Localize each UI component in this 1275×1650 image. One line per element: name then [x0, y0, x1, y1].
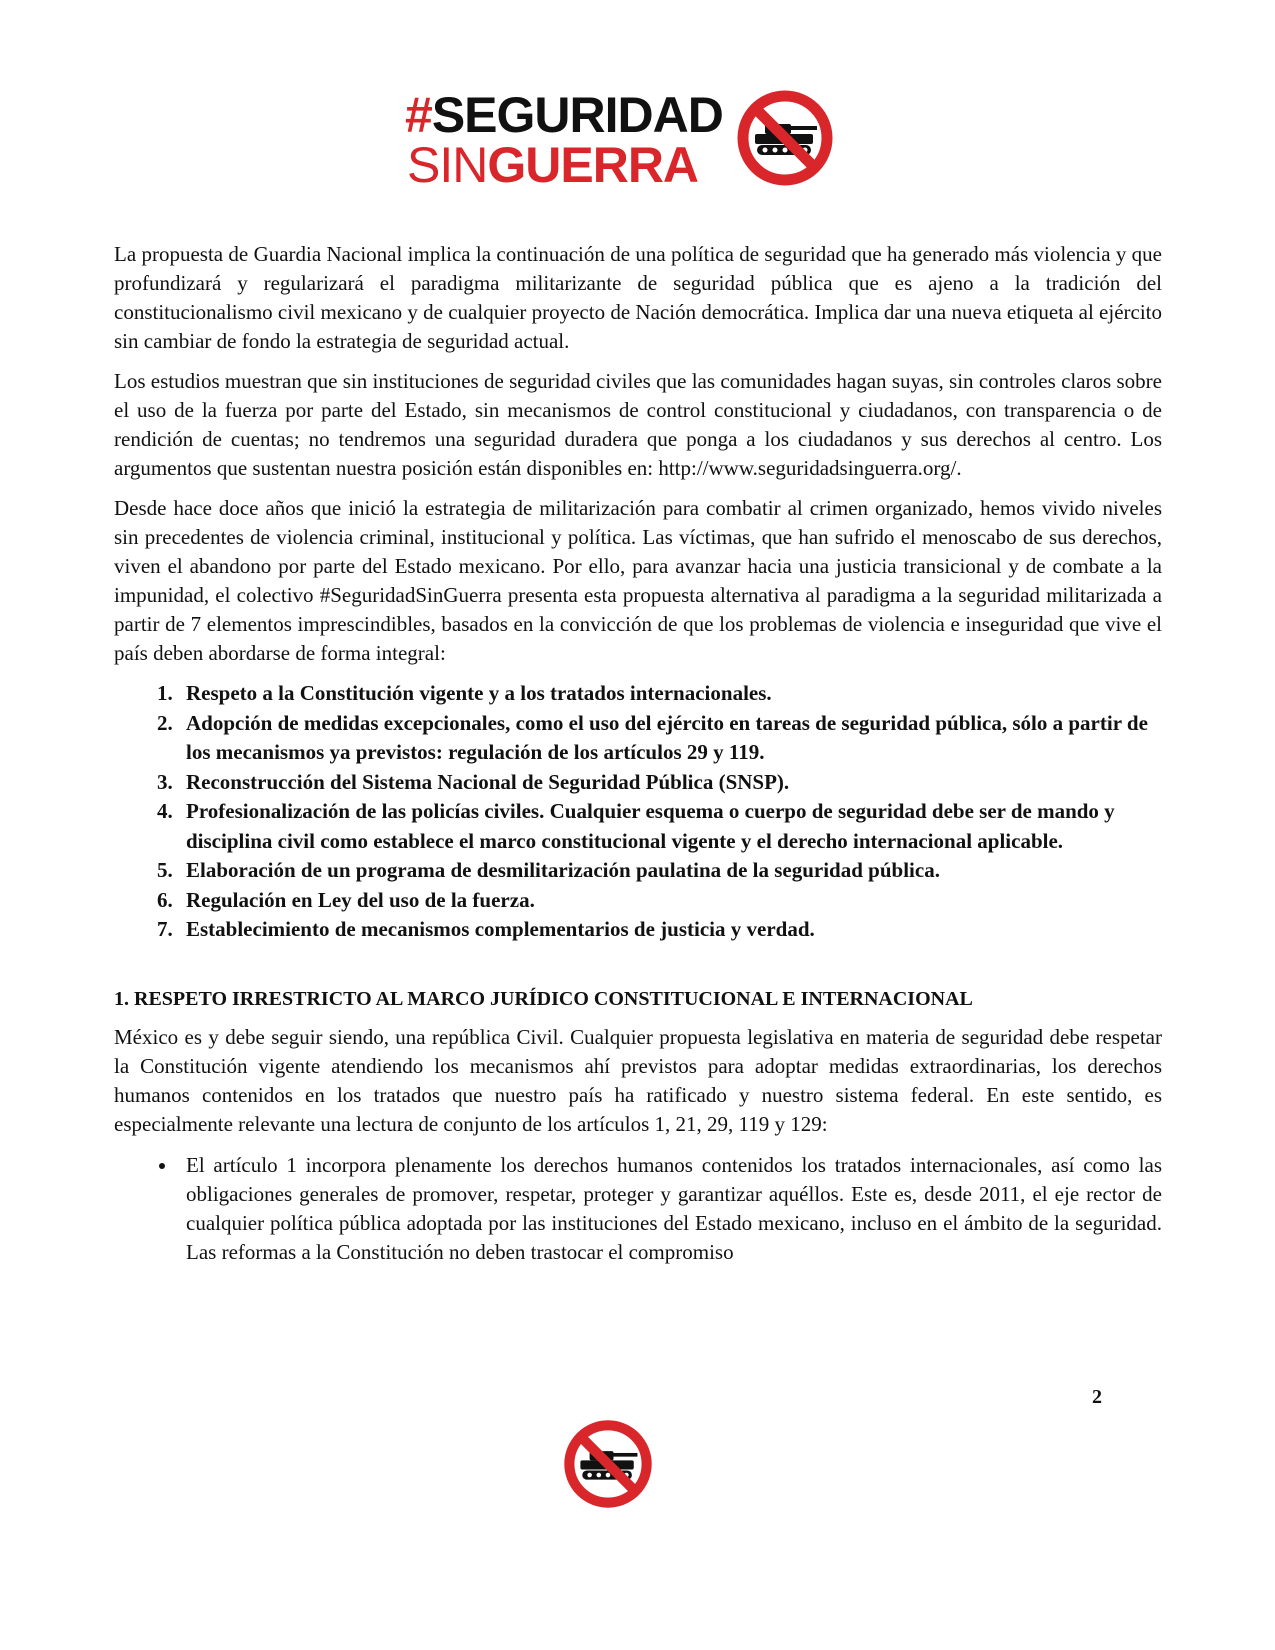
- section-paragraph: México es y debe seguir siendo, una república Civil. Cualquier propuesta legislativa en materia de seguridad debe respetar la Constitución vigente atendiendo los mecanismos ahí previstos para adoptar medidas extraordinarias, los derechos humanos contenidos en los tratados que nuestro país ha ratificado y nuestro sistema federal. En este sentido, es especialmente relevante una lectura de conjunto de los artículos 1, 21, 29, 119 y 129:: [114, 1024, 1162, 1136]
- list-item: 7. Establecimiento de mecanismos complementarios de justicia y verdad.: [178, 915, 1162, 945]
- list-item: 2. Adopción de medidas excepcionales, como el uso del ejército en tareas de seguridad pública, sólo a partir de los mecanismos ya previstos: regulación de los artículos 29 y 119.: [178, 709, 1162, 768]
- logo-line-1: [405, 87, 723, 143]
- logo-seguridad: SEGURIDAD: [431, 87, 723, 143]
- articles-bullet-list: [114, 1151, 1162, 1267]
- list-item: 3. Reconstrucción del Sistema Nacional de Seguridad Pública (SNSP).: [178, 768, 1162, 798]
- list-item: 4. Profesionalización de las policías civiles. Cualquier esquema o cuerpo de seguridad debe ser de mando y disciplina civil como establece el marco constitucional vigente y el derecho internacional aplicable.: [178, 797, 1162, 856]
- logo-line-2: [407, 137, 699, 193]
- list-item: 6. Regulación en Ley del uso de la fuerza.: [178, 886, 1162, 916]
- logo-guerra: GUERRA: [487, 137, 699, 193]
- section-heading: 1. RESPETO IRRESTRICTO AL MARCO JURÍDICO CONSTITUCIONAL E INTERNACIONAL: [114, 987, 973, 1010]
- page-number: 2: [1092, 1386, 1102, 1408]
- logo-hash: #: [405, 87, 432, 143]
- seguridad-sin-guerra-logo: [405, 88, 835, 198]
- list-item: 5. Elaboración de un programa de desmilitarización paulatina de la seguridad pública.: [178, 856, 1162, 886]
- list-item: 1. Respeto a la Constitución vigente y a los tratados internacionales.: [178, 679, 1162, 709]
- no-tank-icon: [562, 1418, 654, 1510]
- document-body: [114, 240, 1162, 1267]
- paragraph-intro: La propuesta de Guardia Nacional implica la continuación de una política de seguridad que ha generado más violencia y que profundizará y regularizará el paradigma militarizante de seguridad pública que es ajeno a la tradición del constitucionalismo civil mexicano y de cualquier proyecto de Nación democrática. Implica dar una nueva etiqueta al ejército sin cambiar de fondo la estrategia de seguridad actual.: [114, 242, 1162, 353]
- list-item: • El artículo 1 incorpora plenamente los derechos humanos contenidos los tratados internacionales, así como las obligaciones generales de promover, respetar, proteger y garantizar aquéllos. Este es, desde 2011, el eje rector de cualquier política pública adoptada por las instituciones del Estado mexicano, incluso en el ámbito de la seguridad. Las reformas a la Constitución no deben trastocar el compromiso: [178, 1151, 1162, 1267]
- essential-elements-list: [114, 679, 1162, 945]
- no-tank-icon: [735, 88, 835, 188]
- paragraph-strategy: Desde hace doce años que inició la estrategia de militarización para combatir al crimen organizado, hemos vivido niveles sin precedentes de violencia criminal, institucional y política. Las víctimas, que han sufrido el menoscabo de sus derechos, viven el abandono por parte del Estado mexicano. Por ello, para avanzar hacia una justicia transicional y de combate a la impunidad, el colectivo #SeguridadSinGuerra presenta esta propuesta alternativa al paradigma a la seguridad militarizada a partir de 7 elementos imprescindibles, basados en la convicción de que los problemas de violencia e inseguridad que vive el país deben abordarse de forma integral:: [114, 496, 1162, 665]
- paragraph-studies: Los estudios muestran que sin instituciones de seguridad civiles que las comunidades hagan suyas, sin controles claros sobre el uso de la fuerza por parte del Estado, sin mecanismos de control constitucional y ciudadanos, con transparencia o de rendición de cuentas; no tendremos una seguridad duradera que ponga a los ciudadanos y sus derechos al centro. Los argumentos que sustentan nuestra posición están disponibles en: http://www.seguridadsinguerra.org/.: [114, 369, 1162, 480]
- logo-sin: SIN: [407, 137, 488, 193]
